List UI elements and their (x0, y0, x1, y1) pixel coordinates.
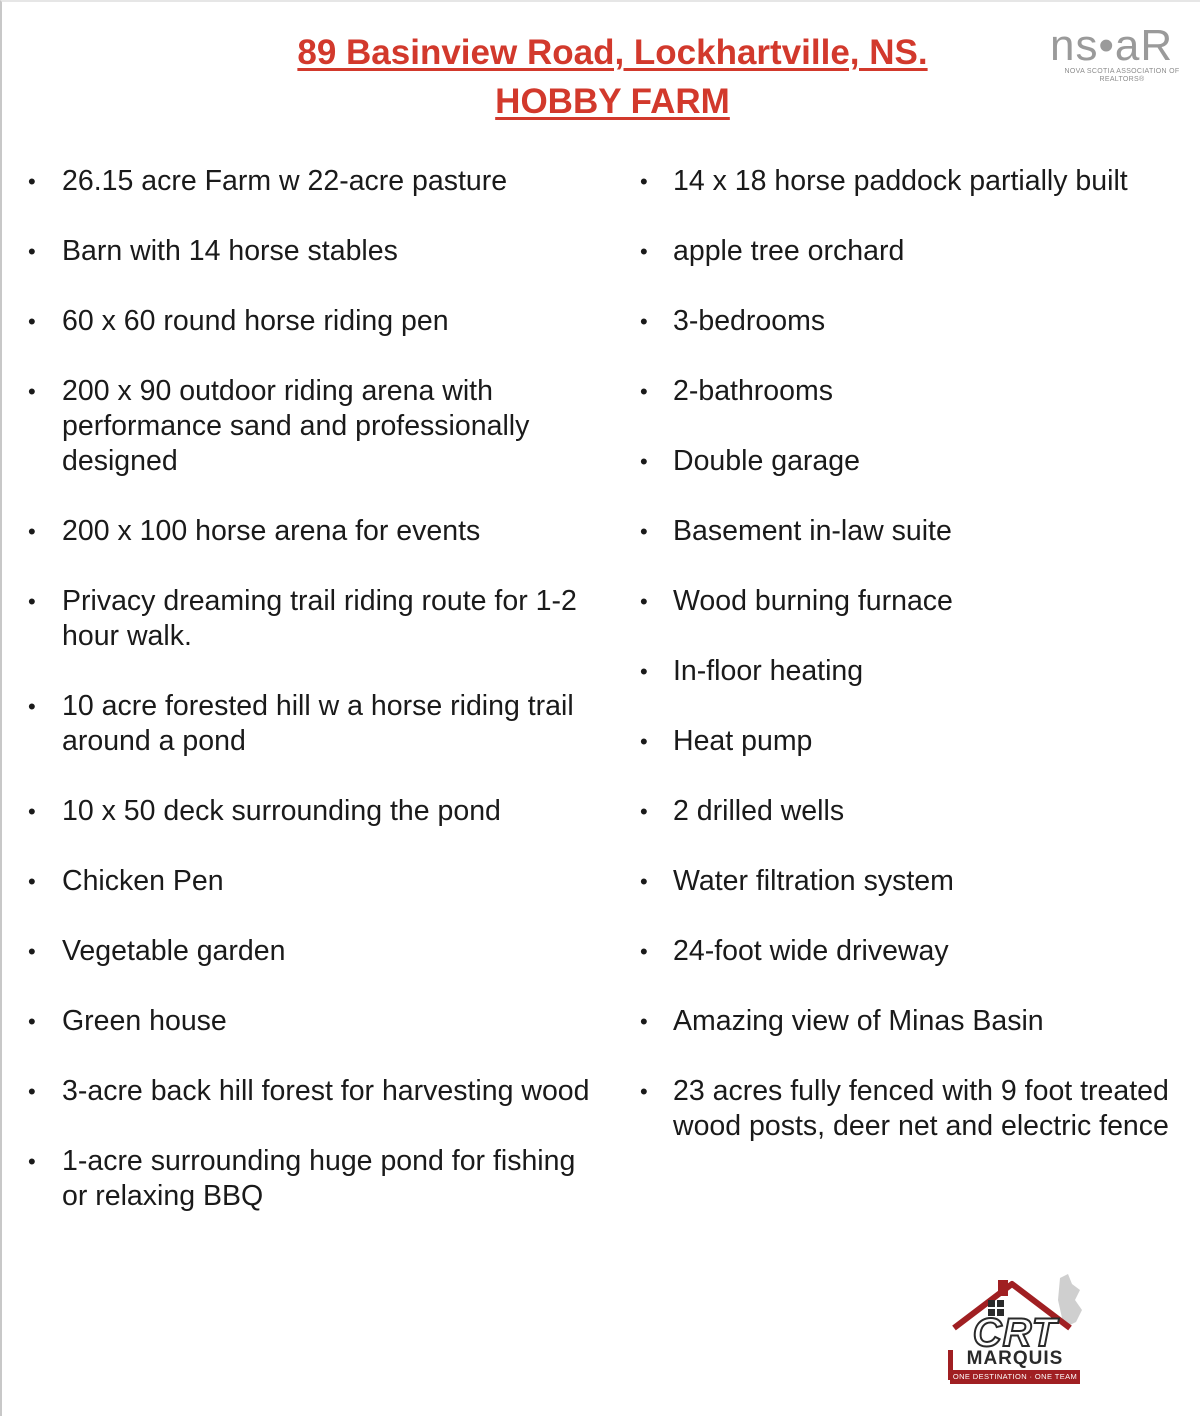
list-item: • Vegetable garden (28, 934, 598, 969)
list-item: • 14 x 18 horse paddock partially built (640, 164, 1200, 199)
page-title-address: 89 Basinview Road, Lockhartville, NS. (297, 33, 928, 72)
list-item: • 2-bathrooms (640, 374, 1200, 409)
list-item: • 60 x 60 round horse riding pen (28, 304, 598, 339)
crt-logo-name: MARQUIS (966, 1348, 1064, 1369)
list-item: • Water filtration system (640, 864, 1200, 899)
list-item: • Double garage (640, 444, 1200, 479)
list-item: • Amazing view of Minas Basin (640, 1004, 1200, 1039)
list-item: • 23 acres fully fenced with 9 foot treated wood posts, deer net and electric fence (640, 1074, 1200, 1144)
crt-logo-brand: CRT (972, 1311, 1058, 1355)
list-item: • 1-acre surrounding huge pond for fishing or relaxing BBQ (28, 1144, 598, 1214)
list-item: • 26.15 acre Farm w 22-acre pasture (28, 164, 598, 199)
crt-marquis-logo (940, 1270, 1090, 1395)
list-item: • Chicken Pen (28, 864, 598, 899)
nsar-logo-subtitle: NOVA SCOTIA ASSOCIATION OF REALTORS® (1064, 68, 1180, 83)
crt-logo-tagline: ONE DESTINATION · ONE TEAM (950, 1370, 1080, 1384)
list-item: • Green house (28, 1004, 598, 1039)
list-item: • apple tree orchard (640, 234, 1200, 269)
nsar-logo-word: ns•aR (1050, 21, 1174, 70)
list-item: • Barn with 14 horse stables (28, 234, 598, 269)
list-item: • 3-acre back hill forest for harvesting wood (28, 1074, 598, 1109)
list-item: • Wood burning furnace (640, 584, 1200, 619)
list-item: • Basement in-law suite (640, 514, 1200, 549)
list-item: • 200 x 90 outdoor riding arena with performance sand and professionally designed (28, 374, 598, 479)
nsar-logo (1050, 21, 1190, 86)
list-item: • In-floor heating (640, 654, 1200, 689)
list-item: • 2 drilled wells (640, 794, 1200, 829)
list-item: • 10 x 50 deck surrounding the pond (28, 794, 598, 829)
list-item: • 10 acre forested hill w a horse riding trail around a pond (28, 689, 598, 759)
list-item: • 200 x 100 horse arena for events (28, 514, 598, 549)
page-title-subtitle: HOBBY FARM (495, 82, 730, 121)
right-feature-list (640, 164, 1200, 1179)
list-item: • 24-foot wide driveway (640, 934, 1200, 969)
left-feature-list (28, 164, 598, 1249)
list-item: • Heat pump (640, 724, 1200, 759)
list-item: • Privacy dreaming trail riding route for 1-2 hour walk. (28, 584, 598, 654)
list-item: • 3-bedrooms (640, 304, 1200, 339)
